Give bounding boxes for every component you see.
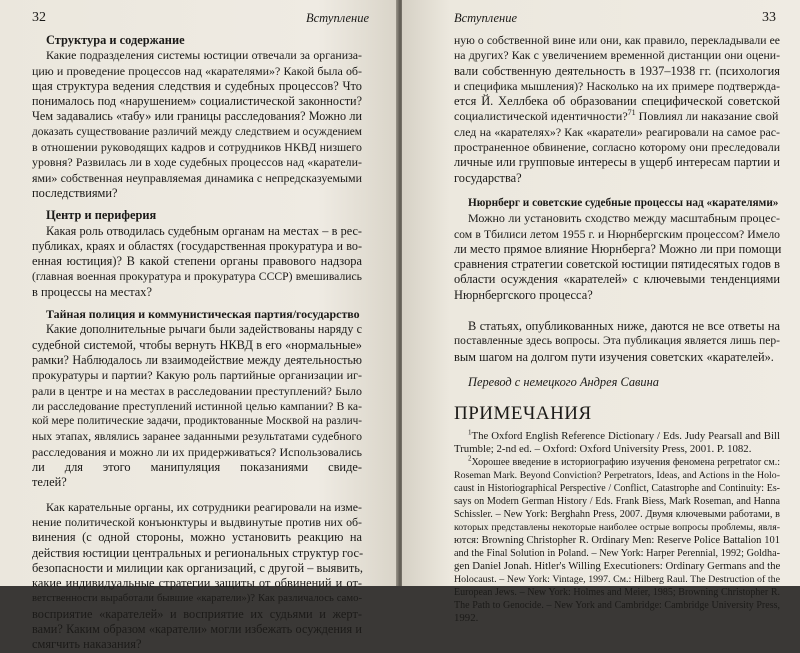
text-line: рамки? Наблюдалось ли взаимодействие между деятельностью: [32, 352, 362, 367]
text-line: расследования и можно ли их придерживаться? Использовались: [32, 444, 362, 459]
note-line: [454, 430, 780, 443]
text-line: понималось под «нарушением» социалистической законности?: [32, 94, 362, 109]
text-line: вали собственную деятельность в 1937–1938 гг. (психология: [454, 63, 780, 78]
text-fragment: Повлиял ли наказание свой: [635, 109, 779, 124]
text-line: ется Й. Хеллбека об образовании специфической советской: [454, 94, 780, 109]
notes-title: ПРИМЕЧАНИЯ: [454, 403, 592, 425]
note-line: 1992.: [454, 612, 479, 625]
text-fragment: социалистической идентичности?: [454, 109, 628, 124]
note-line: and the Final Solution in Poland. – New York: Harper Perennial, 1992; Goldha-: [454, 548, 780, 560]
text-line: Можно ли установить сходство между масштабным процес-: [468, 211, 780, 226]
left-page-body: [32, 33, 362, 653]
right-page-body: [454, 33, 780, 625]
note-line: caust in Historiographical Perspective / Conflict, Catastrophe and Continuity: Es-: [454, 483, 780, 495]
note-line: [454, 456, 780, 469]
left-running-head: Вступление: [306, 11, 370, 25]
text-line: судебной системой, чтобы вернуть НКВД в его «нормальные»: [32, 337, 362, 352]
text-line: ями» собственная неуправляемая динамика с непредсказуемыми: [32, 170, 362, 185]
note-line: Holocaust. – New York: Vintage, 1997. См.: Hilberg Raul. The Destruction of the: [454, 574, 780, 586]
text-line: ных этапах, являлись заранее заданными результатами судебного: [32, 429, 362, 444]
text-line: ную о собственной вине или они, как правило, перекладывали ее: [454, 34, 780, 47]
text-line: в отношении руководящих кадров и сотрудников НКВД низшего: [32, 140, 362, 155]
text-line: сом в Тбилиси летом 1955 г. и Нюрнбергским процессом? Имело: [454, 227, 780, 241]
text-line: сравнения стратегии советской юстиции пятидесятых годов в: [454, 257, 780, 272]
text-line: действия юстиции центральных и региональных структур гос-: [32, 545, 364, 560]
paragraph-gap: [32, 491, 362, 500]
text-line: Чем задавались «табу» или границы расследования? Можно ли: [32, 109, 362, 124]
section-heading: Тайная полиция и коммунистическая партия/государство: [46, 307, 360, 322]
text-line: щая структура ведения следствия и судебных процессов? Что: [32, 78, 362, 93]
text-line: государства?: [454, 170, 522, 185]
text-line: ли место прямое влияние Нюрнберга? Можно ли при помощи: [454, 241, 782, 256]
text-line: Нюрнбергского процесса?: [454, 287, 593, 302]
paragraph-gap: [454, 303, 780, 319]
text-line: вым шагом на долгом пути изучения советских «карателей».: [454, 349, 774, 364]
text-line-with-footnote: [454, 109, 780, 124]
text-line: в процессы на местах?: [32, 284, 152, 299]
text-line: смягчить наказания?: [32, 637, 142, 652]
note-line: Schissler. – New York: Berghahn Press, 2007. Двумя ключевыми работами, в: [454, 509, 780, 521]
section-heading: Центр и периферия: [46, 208, 157, 223]
text-line: В статьях, опубликованных ниже, даются не все ответы на: [468, 319, 780, 334]
text-line: поставленные здесь вопросы. Эта публикация является лишь пер-: [454, 335, 780, 348]
text-line: безопасности и милиции как организаций, с другой – выявить,: [32, 560, 364, 575]
note-line: которых представлены некоторые наиболее острые вопросы проблемы, явля-: [454, 522, 780, 534]
text-line: Какие дополнительные рычаги были задействованы наряду с: [46, 322, 362, 337]
text-line: публиках, краях и областях (государственная прокуратура и во-: [32, 238, 362, 253]
right-page: [402, 0, 800, 625]
note-line: gen Daniel Jonah. Hitler's Willing Executioners: Ordinary Germans and the: [454, 560, 781, 573]
note-line: says on Modern German History / Eds. Frank Biess, Mark Roseman, and Hanna: [454, 496, 780, 508]
text-line: кой мере политические задачи, продиктованные Москвой на различ-: [32, 415, 362, 428]
text-line: нение политической конъюнктуры и выдвинутые против них об-: [32, 514, 362, 529]
note-line: Roseman Mark. Beyond Conviction? Perpetrators, Ideas, and Actions in the Holo-: [454, 470, 780, 482]
note-line: ются: Browning Christopher R. Ordinary Men: Reserve Police Battalion 101: [454, 535, 780, 547]
note-number: 2: [468, 454, 472, 463]
note-text: Хорошее введение в историографию изучения феномена perpetrator см.:: [471, 457, 780, 469]
right-running-head: Вступление: [454, 11, 518, 25]
note-text: The Oxford English Reference Dictionary / Eds. Judy Pearsall and Bill: [471, 430, 780, 443]
text-line: Какие подразделения системы юстиции отвечали за организа-: [46, 48, 362, 63]
note-line: Trumble; 2-nd ed. – Oxford: Oxford University Press, 2001. P. 1082.: [454, 443, 752, 456]
section-heading: Нюрнберг и советские судебные процессы над «карателями»: [468, 196, 779, 209]
note-line: The Path to Genocide. – New York and Cambridge: Cambridge University Press,: [454, 600, 780, 612]
text-line: последствиями?: [32, 185, 118, 200]
text-line: енная юстиция)? В какой степени органы правового надзора: [32, 254, 362, 269]
left-page-number: 32: [32, 10, 46, 25]
text-line: уровня? Развилась ли в ходе судебных процессов над «каратели-: [32, 155, 362, 170]
translation-credit: Перевод с немецкого Андрея Савина: [468, 374, 659, 389]
text-line: ветственности выработали бывшие «каратели»)? Как различалось само-: [32, 593, 362, 605]
text-line: телей?: [32, 475, 67, 490]
section-heading: Структура и содержание: [46, 33, 185, 47]
text-line: доказать существование различий между следствием и осуждением: [32, 125, 362, 138]
text-line: и специфика мышления)? Насколько на их примере подтвержда-: [454, 79, 780, 93]
note-line: European Jews. – New York: Holmes and Meier, 1985; Browning Christopher R.: [454, 587, 780, 599]
right-page-number: 33: [762, 10, 776, 25]
text-line: восприятие «карателей» и восприятие их судьями и жерт-: [32, 606, 362, 621]
text-line: винения (с одной стороны, можно установить реакцию на: [32, 530, 362, 545]
text-line: прокуратуры и партии? Какую роль партийные организации иг-: [32, 368, 362, 383]
text-line: рали в центре и на местах в расследовании преступлений? Было: [32, 383, 362, 398]
text-line: цию и проведение процессов над «карателями»? Какой была об-: [32, 63, 362, 78]
text-line: след на «карателях»? Как «каратели» реагировали на самое рас-: [454, 124, 780, 139]
text-line: области осуждения «карателей» с ключевыми тенденциями: [454, 272, 780, 287]
text-line: на других? Как с увеличением временной дистанции они оцени-: [454, 48, 780, 63]
text-line: вами? Каким образом «каратели» могли избежать осуждения и: [32, 621, 362, 636]
text-line: какие индивидуальные стратегии защиты от обвинений и от-: [32, 576, 362, 591]
text-line: (главная военная прокуратура и прокуратура СССР) вмешивались: [32, 270, 362, 284]
note-number: 1: [468, 428, 472, 437]
left-page: [0, 0, 398, 652]
text-line: пространенное обвинение, согласно которому они преследовали: [454, 140, 780, 155]
text-line: личные или групповые интересы в ущерб интересам партии и: [454, 155, 780, 170]
footnote-marker: 71: [627, 108, 636, 118]
text-line: ли расследование преступлений истинной целью кампании? В ка-: [32, 399, 362, 413]
text-line: ли для этого манипуляция показаниями свиде-: [32, 460, 362, 475]
text-line: Как карательные органы, их сотрудники реагировали на изме-: [46, 499, 362, 514]
notes-list: [454, 430, 780, 625]
text-line: Какая роль отводилась судебным органам на местах – в рес-: [46, 223, 362, 238]
